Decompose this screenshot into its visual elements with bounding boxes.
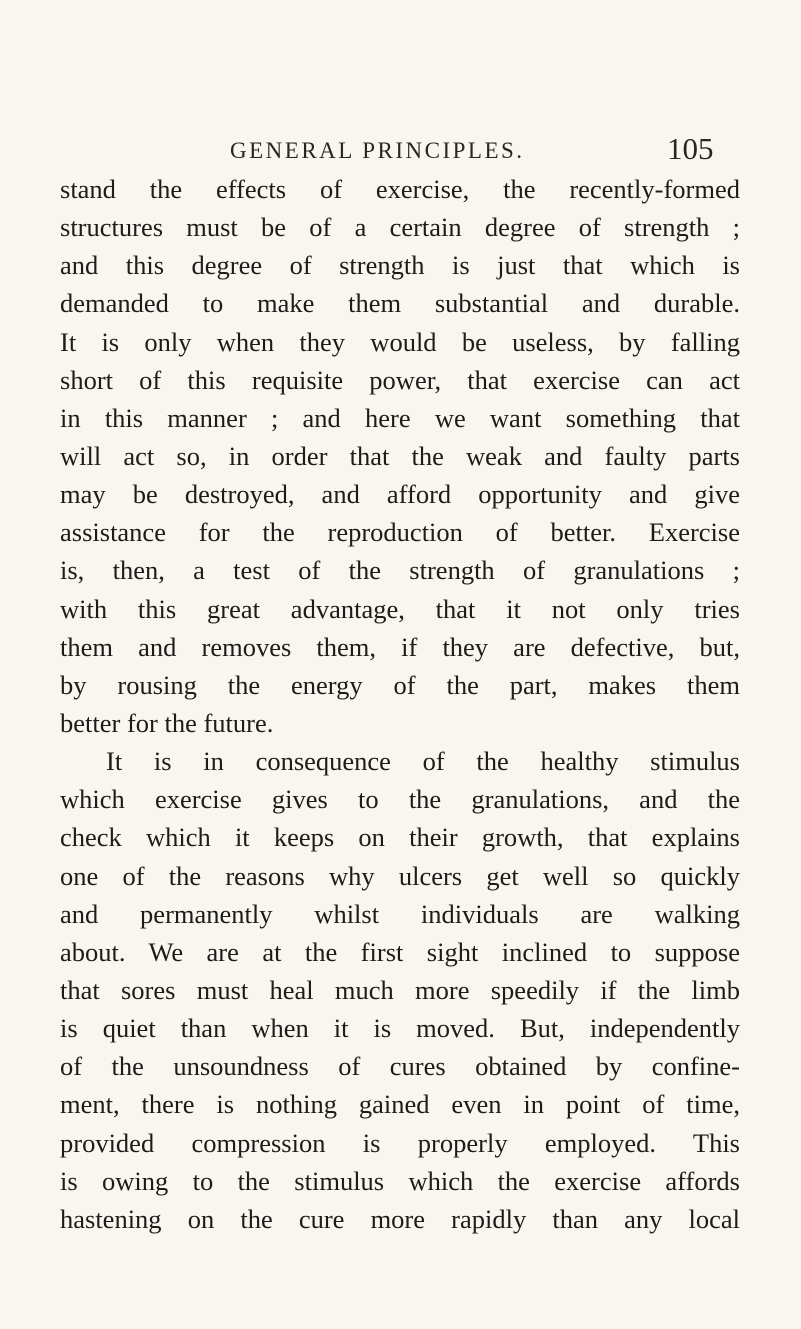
text-line: ment, there is nothing gained even in point of time, xyxy=(60,1089,740,1120)
text-line: one of the reasons why ulcers get well so quickly xyxy=(60,860,740,891)
text-line: by rousing the energy of the part, makes them xyxy=(60,669,740,700)
text-line: demanded to make them substantial and durable. xyxy=(60,288,740,319)
running-head: GENERAL PRINCIPLES. xyxy=(230,138,525,163)
text-line: short of this requisite power, that exercise can act xyxy=(60,364,740,395)
text-line: of the unsoundness of cures obtained by confine- xyxy=(60,1051,740,1082)
text-line: provided compression is properly employed. This xyxy=(60,1127,740,1158)
text-line: and this degree of strength is just that which is xyxy=(60,250,740,281)
text-line: is owing to the stimulus which the exercise affords xyxy=(60,1165,740,1196)
paragraph xyxy=(60,742,740,1238)
text-line: It is in consequence of the healthy stimulus xyxy=(106,746,740,777)
text-line: stand the effects of exercise, the recently-formed xyxy=(60,174,740,204)
text-line: them and removes them, if they are defective, but, xyxy=(60,631,740,662)
page-number: 105 xyxy=(667,131,714,166)
text-line: It is only when they would be useless, by falling xyxy=(60,326,740,357)
text-line: check which it keeps on their growth, that explains xyxy=(60,822,740,853)
text-line: and permanently whilst individuals are walking xyxy=(60,898,740,929)
paragraph xyxy=(60,170,740,742)
text-line: better for the future. xyxy=(60,707,274,738)
text-line: that sores must heal much more speedily if the limb xyxy=(60,974,740,1005)
text-line: about. We are at the first sight inclined to suppose xyxy=(60,936,740,967)
text-line: will act so, in order that the weak and faulty parts xyxy=(60,440,740,471)
text-line: hastening on the cure more rapidly than any local xyxy=(60,1203,740,1234)
text-line: is, then, a test of the strength of granulations ; xyxy=(60,555,740,586)
body-text xyxy=(60,170,740,1238)
text-line: may be destroyed, and afford opportunity and give xyxy=(60,479,740,510)
text-line: assistance for the reproduction of better. Exercise xyxy=(60,517,740,548)
text-line: structures must be of a certain degree of strength ; xyxy=(60,212,740,243)
text-line: is quiet than when it is moved. But, independently xyxy=(60,1013,740,1044)
text-line: in this manner ; and here we want something that xyxy=(60,402,740,433)
text-line: with this great advantage, that it not only tries xyxy=(60,593,740,624)
text-line: which exercise gives to the granulations, and the xyxy=(60,784,740,815)
